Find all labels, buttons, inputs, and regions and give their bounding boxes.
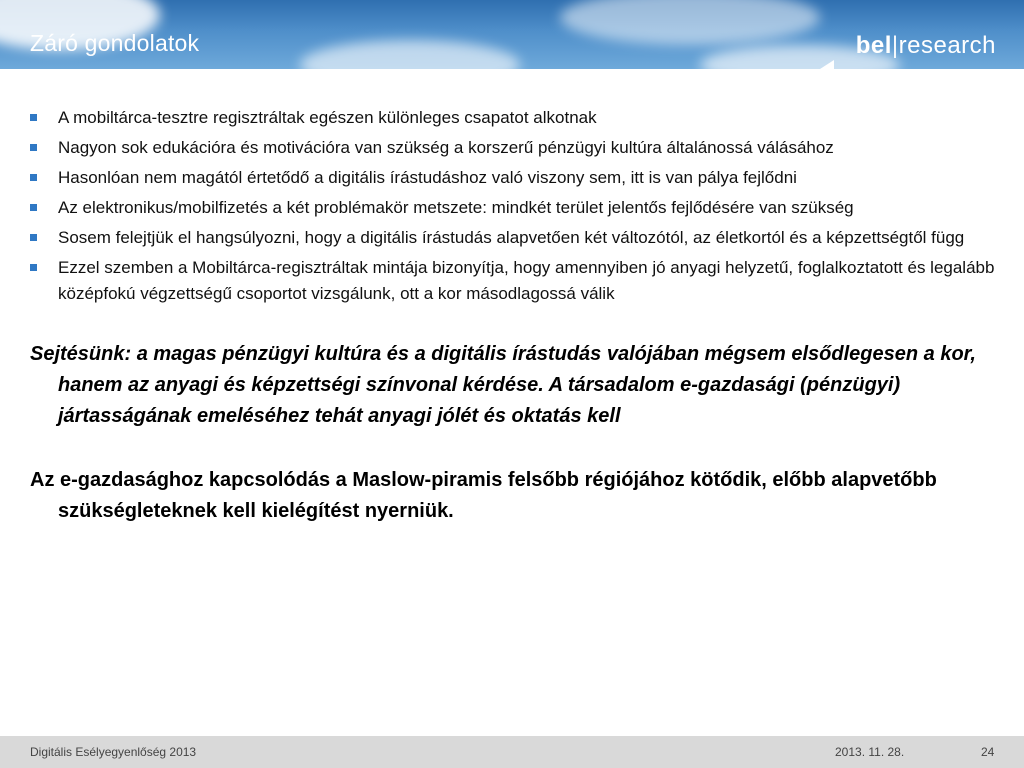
cloud-decoration	[300, 40, 520, 69]
footer-title: Digitális Esélyegyenlőség 2013	[30, 745, 197, 759]
page-number: 24	[981, 745, 995, 759]
cloud-decoration	[560, 0, 820, 45]
logo-part2: research	[898, 32, 996, 59]
header-notch	[820, 60, 834, 69]
list-item	[30, 195, 1005, 221]
list-item	[30, 225, 1005, 251]
list-item-text: Sosem felejtjük el hangsúlyozni, hogy a digitális írástudás alapvetően két változótól, az életkortól és a képzettségtől függ	[58, 228, 965, 247]
list-item	[30, 255, 1005, 307]
list-item-text: Hasonlóan nem magától értetődő a digitális írástudáshoz való viszony sem, itt is van pálya fejlődni	[58, 168, 797, 187]
maslow-paragraph: Az e-gazdasághoz kapcsolódás a Maslow-piramis felsőbb régiójához kötődik, előbb alapvetőbb szükségleteknek kell kielégítést nyerniük.	[30, 469, 937, 522]
list-item-text: Az elektronikus/mobilfizetés a két problémakör metszete: mindkét terület jelentős fejlődésére van szükség	[58, 198, 854, 217]
list-item	[30, 165, 1005, 191]
square-bullet-icon	[30, 174, 37, 181]
square-bullet-icon	[30, 144, 37, 151]
bellresearch-logo	[856, 32, 996, 60]
logo-divider: |	[891, 32, 899, 59]
slide-title: Záró gondolatok	[30, 30, 200, 56]
slide-footer	[0, 736, 1024, 768]
list-item-text: Nagyon sok edukációra és motivációra van szükség a korszerű pénzügyi kultúra általánossá válásához	[58, 138, 834, 157]
slide-body	[30, 105, 1005, 527]
list-item	[30, 135, 1005, 161]
slide-header	[0, 0, 1024, 69]
list-item-text: A mobiltárca-tesztre regisztráltak egészen különleges csapatot alkotnak	[58, 108, 597, 127]
square-bullet-icon	[30, 204, 37, 211]
square-bullet-icon	[30, 114, 37, 121]
bullet-list	[30, 105, 1005, 307]
hypothesis-paragraph: Sejtésünk: a magas pénzügyi kultúra és a digitális írástudás valójában mégsem elsődlegesen a kor, hanem az anyagi és képzettségi színvonal kérdése. A társadalom e-gazdasági (pénzügyi) jártasságának emeléséhez tehát anyagi jólét és oktatás kell	[30, 343, 976, 427]
list-item	[30, 105, 1005, 131]
square-bullet-icon	[30, 234, 37, 241]
list-item-text: Ezzel szemben a Mobiltárca-regisztráltak mintája bizonyítja, hogy amennyiben jó anyagi helyzetű, foglalkoztatott és legalább középfokú végzettségű csoportot vizsgálunk, ott a kor másodlagossá válik	[58, 258, 995, 303]
footer-date: 2013. 11. 28.	[835, 745, 905, 759]
logo-part1: bel	[855, 32, 892, 59]
square-bullet-icon	[30, 264, 37, 271]
